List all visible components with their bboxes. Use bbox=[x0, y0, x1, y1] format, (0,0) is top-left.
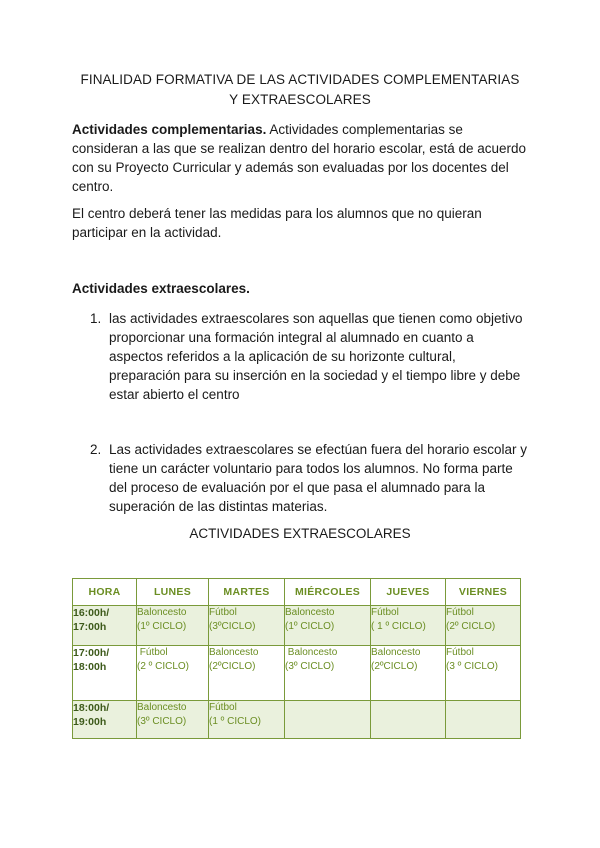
activity-cell: Fútbol ( 1 º CICLO) bbox=[371, 606, 446, 646]
activity-cell: Fútbol (3ºCICLO) bbox=[209, 606, 285, 646]
table-row bbox=[73, 646, 521, 701]
activity-cell: Baloncesto (1º CICLO) bbox=[137, 606, 209, 646]
list-item-number: 1. bbox=[90, 311, 102, 326]
activity-cell: Fútbol (2º CICLO) bbox=[446, 606, 521, 646]
column-header: JUEVES bbox=[371, 579, 446, 606]
activity-cell: Baloncesto (3º CICLO) bbox=[285, 646, 371, 701]
activity-cell: Baloncesto (1º CICLO) bbox=[285, 606, 371, 646]
activity-cell: Baloncesto (2ºCICLO) bbox=[371, 646, 446, 701]
column-header: HORA bbox=[73, 579, 137, 606]
activity-cell: Fútbol (1 º CICLO) bbox=[209, 701, 285, 739]
time-cell: 18:00h/ 19:00h bbox=[73, 701, 137, 739]
list-item bbox=[90, 440, 530, 516]
activity-cell: Fútbol (3 º CICLO) bbox=[446, 646, 521, 701]
column-header: LUNES bbox=[137, 579, 209, 606]
table-row bbox=[73, 701, 521, 739]
list-item bbox=[90, 309, 530, 404]
activity-cell: Baloncesto (3º CICLO) bbox=[137, 701, 209, 739]
empty-cell bbox=[285, 701, 371, 739]
column-header: MIÉRCOLES bbox=[285, 579, 371, 606]
column-header: MARTES bbox=[209, 579, 285, 606]
document-title bbox=[60, 70, 540, 110]
title-line-1: FINALIDAD FORMATIVA DE LAS ACTIVIDADES COMPLEMENTARIAS bbox=[80, 72, 520, 87]
time-cell: 17:00h/ 18:00h bbox=[73, 646, 137, 701]
empty-cell bbox=[446, 701, 521, 739]
title-line-2: Y EXTRAESCOLARES bbox=[229, 92, 371, 107]
extraescolares-heading: Actividades extraescolares. bbox=[72, 281, 250, 296]
list-item-text: Las actividades extraescolares se efectúan fuera del horario escolar y tiene un carácter voluntario para todos los alumnos. No forma parte del proceso de evaluación por el que pasa el alumnado para la superación de las distintas materias. bbox=[109, 442, 527, 514]
activity-cell: Fútbol (2 º CICLO) bbox=[137, 646, 209, 701]
column-header: VIERNES bbox=[446, 579, 521, 606]
centro-paragraph: El centro deberá tener las medidas para los alumnos que no quieran participar en la actividad. bbox=[72, 206, 482, 240]
complementarias-paragraph bbox=[72, 120, 532, 196]
complementarias-text: Actividades complementarias se consideran a las que se realizan dentro del horario escolar, está de acuerdo con su Proyecto Curricular y además son evaluadas por los docentes del centro. bbox=[72, 122, 527, 194]
table-header-row bbox=[73, 579, 521, 606]
list-item-number: 2. bbox=[90, 442, 102, 457]
time-cell: 16:00h/ 17:00h bbox=[73, 606, 137, 646]
complementarias-label: Actividades complementarias. bbox=[72, 122, 267, 137]
table-title: ACTIVIDADES EXTRAESCOLARES bbox=[189, 526, 411, 541]
list-item-text: las actividades extraescolares son aquellas que tienen como objetivo proporcionar una formación integral al alumnado en cuanto a aspectos referidos a la aplicación de su horizonte cultural, preparación para su inserción en la sociedad y el tiempo libre y debe estar abierto el centro bbox=[109, 311, 523, 402]
activity-cell: Baloncesto (2ºCICLO) bbox=[209, 646, 285, 701]
schedule-table bbox=[72, 578, 521, 739]
empty-cell bbox=[371, 701, 446, 739]
table-row bbox=[73, 606, 521, 646]
